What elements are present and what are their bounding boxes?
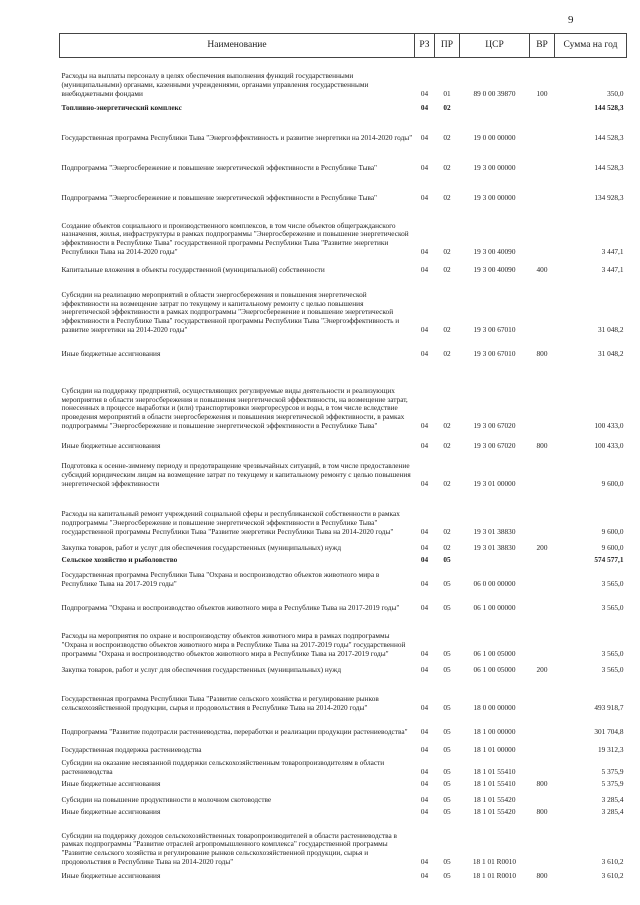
row-csr: 06 1 00 05000 <box>473 648 516 658</box>
row-name: Расходы на капитальный ремонт учреждений социальной сферы и республиканской собственности в рамках подпрограммы "Энергосбережение и повышение энергетической эффективности в Республике Тыва" государственной программы Республики Тыва "Развитие энергетики Республики Тыва на 2014-2020 годы" <box>61 509 400 536</box>
row-sum: 9 600,0 <box>601 478 624 488</box>
row-rz: 04 <box>420 794 429 804</box>
row-vr <box>530 738 555 756</box>
row-rz: 04 <box>420 440 429 450</box>
row-csr: 06 1 00 05000 <box>473 664 516 674</box>
header-rz: РЗ <box>415 34 435 58</box>
row-rz: 04 <box>420 554 429 564</box>
row-sum: 5 375,9 <box>601 766 624 776</box>
row-name: Государственная программа Республики Тыва "Энергоэффективность и развитие энергетики на 2014-2020 годы" <box>61 132 413 142</box>
row-csr: 19 3 00 00000 <box>473 162 516 172</box>
row-name: Топливно-энергетический комплекс <box>61 102 182 112</box>
row-rz: 04 <box>420 478 429 488</box>
row-pr: 02 <box>443 246 451 256</box>
row-vr <box>530 614 555 660</box>
row-vr: 800 <box>536 778 548 788</box>
row-name: Государственная программа Республики Тыва "Охрана и воспроизводство объектов животного мира в Республике Тыва на 2017-2019 годы" <box>61 570 380 588</box>
row-name: Субсидии на повышение продуктивности в молочном скотоводстве <box>61 794 272 804</box>
row-vr: 200 <box>536 664 548 674</box>
row-rz: 04 <box>420 246 429 256</box>
table-row <box>60 432 627 452</box>
page-number: 9 <box>568 14 574 26</box>
table-row <box>60 58 627 100</box>
row-pr: 02 <box>443 102 451 112</box>
row-sum: 3 610,2 <box>601 870 624 880</box>
row-vr <box>530 676 555 714</box>
row-vr: 800 <box>536 806 548 816</box>
row-rz: 04 <box>420 526 429 536</box>
table-row <box>60 452 627 490</box>
row-vr: 200 <box>536 542 548 552</box>
row-sum: 493 918,7 <box>594 702 624 712</box>
table-row <box>60 778 627 790</box>
row-csr: 18 1 01 55420 <box>473 806 516 816</box>
table-row <box>60 676 627 714</box>
row-csr <box>460 554 530 566</box>
row-pr: 05 <box>443 702 451 712</box>
row-pr: 05 <box>443 806 451 816</box>
row-rz: 04 <box>420 348 429 358</box>
header-csr: ЦСР <box>460 34 530 58</box>
row-rz: 04 <box>420 648 429 658</box>
row-pr: 05 <box>443 856 451 866</box>
table-row <box>60 614 627 660</box>
row-vr <box>530 490 555 538</box>
row-pr: 02 <box>443 264 451 274</box>
table-row <box>60 144 627 174</box>
header-pr: ПР <box>435 34 460 58</box>
row-pr: 02 <box>443 162 451 172</box>
row-name: Иные бюджетные ассигнования <box>61 440 161 450</box>
row-sum: 350,0 <box>607 88 624 98</box>
row-vr: 800 <box>536 870 548 880</box>
row-name: Субсидии на реализацию мероприятий в области энергосбережения и повышения энергетической эффективности на возмещение затрат по текущему и капитальному ремонту с целью повышения энергетической эффективности в рамках подпрограммы "Энергосбережение и повышение энергетической эффективности в Республике Тыва" государственной программы Республики Тыва "Энергоэффективность и развитие энергетики на 2014-2020 годы" <box>61 289 400 334</box>
table-row <box>60 566 627 590</box>
row-pr: 05 <box>443 778 451 788</box>
row-rz: 04 <box>420 806 429 816</box>
header-sum: Сумма на год <box>555 34 627 58</box>
row-sum: 3 610,2 <box>601 856 624 866</box>
row-csr: 19 3 00 67010 <box>473 348 516 358</box>
row-name: Расходы на мероприятия по охране и воспроизводству объектов животного мира в рамках подпрограммы "Охрана и воспроизводство объектов животного мира в Республике Тыва на 2017-2019 годы" государственной программы "Охрана и воспроизводство объектов животного мира в Республике Тыва на 2017-2019 годы" <box>61 631 406 658</box>
row-csr: 19 3 01 38830 <box>473 542 516 552</box>
table-row <box>60 336 627 360</box>
row-sum: 301 704,8 <box>594 726 624 736</box>
row-sum: 3 565,0 <box>601 602 624 612</box>
row-vr <box>530 360 555 432</box>
row-vr: 400 <box>536 264 548 274</box>
row-vr <box>530 714 555 738</box>
row-pr: 02 <box>443 526 451 536</box>
row-vr <box>530 100 555 114</box>
row-sum: 19 312,3 <box>597 744 624 754</box>
row-sum: 3 285,4 <box>601 794 624 804</box>
row-vr <box>530 590 555 614</box>
row-rz: 04 <box>420 88 429 98</box>
row-rz: 04 <box>420 778 429 788</box>
row-csr: 18 1 01 00000 <box>473 744 516 754</box>
row-rz: 04 <box>420 664 429 674</box>
row-rz: 04 <box>420 132 429 142</box>
row-vr <box>530 204 555 258</box>
row-pr: 02 <box>443 132 451 142</box>
row-pr: 02 <box>443 348 451 358</box>
row-csr: 18 1 01 55410 <box>473 766 516 776</box>
row-pr: 05 <box>443 554 451 564</box>
row-sum: 3 565,0 <box>601 648 624 658</box>
table-row <box>60 738 627 756</box>
row-name: Субсидии на оказание несвязанной поддержки сельскохозяйственным товаропроизводителям в области растениеводства <box>61 758 385 776</box>
budget-table <box>59 33 627 882</box>
row-pr: 05 <box>443 648 451 658</box>
table-row <box>60 790 627 806</box>
row-csr: 19 0 00 00000 <box>473 132 516 142</box>
table-row <box>60 490 627 538</box>
row-rz: 04 <box>420 766 429 776</box>
header-vr: ВР <box>530 34 555 58</box>
row-rz: 04 <box>420 744 429 754</box>
row-csr: 19 3 00 67020 <box>473 420 516 430</box>
row-pr: 02 <box>443 440 451 450</box>
table-row <box>60 756 627 778</box>
row-name: Подготовка к осенне-зимнему периоду и предотвращение чрезвычайных ситуаций, в том числе предоставление субсидий юридическим лицам на возмещение затрат по текущему и капитальному ремонту с целью повышения энергетической эффективности <box>61 461 411 488</box>
table-row <box>60 660 627 676</box>
table-row <box>60 276 627 336</box>
table-body <box>60 58 627 882</box>
row-pr: 05 <box>443 578 451 588</box>
row-csr: 19 3 00 40090 <box>473 246 516 256</box>
row-csr: 19 3 00 00000 <box>473 192 516 202</box>
row-sum: 3 565,0 <box>601 664 624 674</box>
table-header-row <box>60 34 627 58</box>
row-vr <box>530 756 555 778</box>
row-rz: 04 <box>420 870 429 880</box>
row-vr: 800 <box>536 348 548 358</box>
row-csr: 06 0 00 00000 <box>473 578 516 588</box>
row-sum: 144 528,3 <box>594 102 624 112</box>
row-csr: 18 1 01 R0010 <box>472 856 517 866</box>
row-name: Иные бюджетные ассигнования <box>61 870 161 880</box>
row-csr: 18 1 01 55420 <box>473 794 516 804</box>
row-csr: 18 1 01 55410 <box>473 778 516 788</box>
row-sum: 144 528,3 <box>594 162 624 172</box>
row-pr: 01 <box>443 88 451 98</box>
row-pr: 05 <box>443 744 451 754</box>
row-sum: 3 285,4 <box>601 806 624 816</box>
row-name: Субсидии на поддержку доходов сельскохозяйственных товаропроизводителей в области растениеводства в рамках подпрограммы "Развитие отраслей агропромышленного комплекса" государственной программы "Развитие сельского хозяйства и регулирование рынков сельскохозяйственной продукции, сырья и продовольствия в Республике Тыва на 2014-2020 годы" <box>61 830 397 866</box>
header-name: Наименование <box>60 34 415 58</box>
row-vr <box>530 554 555 566</box>
row-pr: 02 <box>443 478 451 488</box>
row-name: Иные бюджетные ассигнования <box>61 348 161 358</box>
table-row <box>60 174 627 204</box>
row-csr: 19 3 00 67010 <box>473 324 516 334</box>
row-name: Подпрограмма "Развитие подотрасли растениеводства, переработки и реализации продукции растениеводства" <box>61 726 408 736</box>
table-row <box>60 806 627 818</box>
row-sum: 9 600,0 <box>601 542 624 552</box>
table-row <box>60 538 627 554</box>
row-name: Субсидии на поддержку предприятий, осуществляющих регулируемые виды деятельности и реализующих мероприятия в области энергосбережения и повышения энергетической эффективности, на возмещение затрат, понесенных в процессе выработки и (или) транспортировки энергоресурсов и воды, в том числе вследствие проведения мероприятий в области энергосбережения и повышения энергетической эффективности, в рамках подпрограммы "Энергосбережение и повышение энергетической эффективности в Республике Тыва" <box>61 385 408 430</box>
row-pr: 02 <box>443 542 451 552</box>
row-rz: 04 <box>420 542 429 552</box>
row-rz: 04 <box>420 578 429 588</box>
row-csr: 06 1 00 00000 <box>473 602 516 612</box>
row-pr: 05 <box>443 794 451 804</box>
row-name: Подпрограмма "Энергосбережение и повышение энергетической эффективности в Республике Тыва" <box>61 162 378 172</box>
row-name: Сельское хозяйство и рыболовство <box>61 554 178 564</box>
row-csr <box>460 100 530 114</box>
row-rz: 04 <box>420 856 429 866</box>
row-sum: 31 048,2 <box>597 324 624 334</box>
row-sum: 3 565,0 <box>601 578 624 588</box>
row-name: Капитальные вложения в объекты государственной (муниципальной) собственности <box>61 264 325 274</box>
row-name: Закупка товаров, работ и услуг для обеспечения государственных (муниципальных) нужд <box>61 664 342 674</box>
row-vr <box>530 114 555 144</box>
row-pr: 02 <box>443 420 451 430</box>
table-row <box>60 114 627 144</box>
row-pr: 02 <box>443 324 451 334</box>
row-rz: 04 <box>420 102 429 112</box>
row-vr <box>530 276 555 336</box>
row-pr: 05 <box>443 602 451 612</box>
table-row <box>60 554 627 566</box>
row-rz: 04 <box>420 420 429 430</box>
row-rz: 04 <box>420 602 429 612</box>
row-name: Государственная поддержка растениеводства <box>61 744 202 754</box>
table-row <box>60 818 627 868</box>
row-vr: 100 <box>536 88 548 98</box>
row-name: Закупка товаров, работ и услуг для обеспечения государственных (муниципальных) нужд <box>61 542 342 552</box>
row-csr: 19 3 01 38830 <box>473 526 516 536</box>
row-vr <box>530 174 555 204</box>
row-csr: 18 1 00 00000 <box>473 726 516 736</box>
table-row <box>60 204 627 258</box>
table-row <box>60 868 627 882</box>
row-vr: 800 <box>536 440 548 450</box>
table-row <box>60 590 627 614</box>
row-name: Подпрограмма "Охрана и воспроизводство объектов животного мира в Республике Тыва на 2017-2019 годы" <box>61 602 400 612</box>
row-csr: 19 3 01 00000 <box>473 478 516 488</box>
row-csr: 18 0 00 00000 <box>473 702 516 712</box>
row-rz: 04 <box>420 264 429 274</box>
row-sum: 5 375,9 <box>601 778 624 788</box>
row-pr: 02 <box>443 192 451 202</box>
row-sum: 100 433,0 <box>594 440 624 450</box>
row-sum: 574 577,1 <box>594 554 624 564</box>
row-vr <box>530 818 555 868</box>
row-csr: 89 0 00 39870 <box>473 88 516 98</box>
row-sum: 3 447,1 <box>601 246 624 256</box>
row-name: Подпрограмма "Энергосбережение и повышение энергетической эффективности в Республике Тыва" <box>61 192 378 202</box>
row-rz: 04 <box>420 726 429 736</box>
row-vr <box>530 790 555 806</box>
row-csr: 18 1 01 R0010 <box>472 870 517 880</box>
row-sum: 144 528,3 <box>594 132 624 142</box>
row-name: Расходы на выплаты персоналу в целях обеспечения выполнения функций государственными (муниципальными) органами, казенными учреждениями, органами управления государственными внебюджетными фондами <box>61 71 369 98</box>
row-csr: 19 3 00 67020 <box>473 440 516 450</box>
row-rz: 04 <box>420 162 429 172</box>
row-pr: 05 <box>443 664 451 674</box>
row-sum: 100 433,0 <box>594 420 624 430</box>
row-vr <box>530 566 555 590</box>
row-name: Иные бюджетные ассигнования <box>61 778 161 788</box>
row-rz: 04 <box>420 324 429 334</box>
row-sum: 3 447,1 <box>601 264 624 274</box>
row-name: Создание объектов социального и производственного комплексов, в том числе объектов общегражданского назначения, жилья, инфраструктуры в рамках подпрограммы "Энергосбережение и повышение энергетической эффективности в Республике Тыва" государственной программы Республики Тыва "Развитие энергетики Республики Тыва на 2014-2020 годы" <box>61 220 409 256</box>
row-name: Иные бюджетные ассигнования <box>61 806 161 816</box>
row-rz: 04 <box>420 192 429 202</box>
row-name: Государственная программа Республики Тыва "Развитие сельского хозяйства и регулирование рынков сельскохозяйственной продукции, сырья и продовольствия в Республике Тыва на 2014-2020 годы" <box>61 694 379 712</box>
row-pr: 05 <box>443 766 451 776</box>
row-pr: 05 <box>443 726 451 736</box>
row-sum: 9 600,0 <box>601 526 624 536</box>
table-row <box>60 258 627 276</box>
table-row <box>60 360 627 432</box>
row-rz: 04 <box>420 702 429 712</box>
table-row <box>60 100 627 114</box>
table-row <box>60 714 627 738</box>
row-pr: 05 <box>443 870 451 880</box>
row-vr <box>530 452 555 490</box>
row-sum: 31 048,2 <box>597 348 624 358</box>
row-csr: 19 3 00 40090 <box>473 264 516 274</box>
row-sum: 134 928,3 <box>594 192 624 202</box>
row-vr <box>530 144 555 174</box>
